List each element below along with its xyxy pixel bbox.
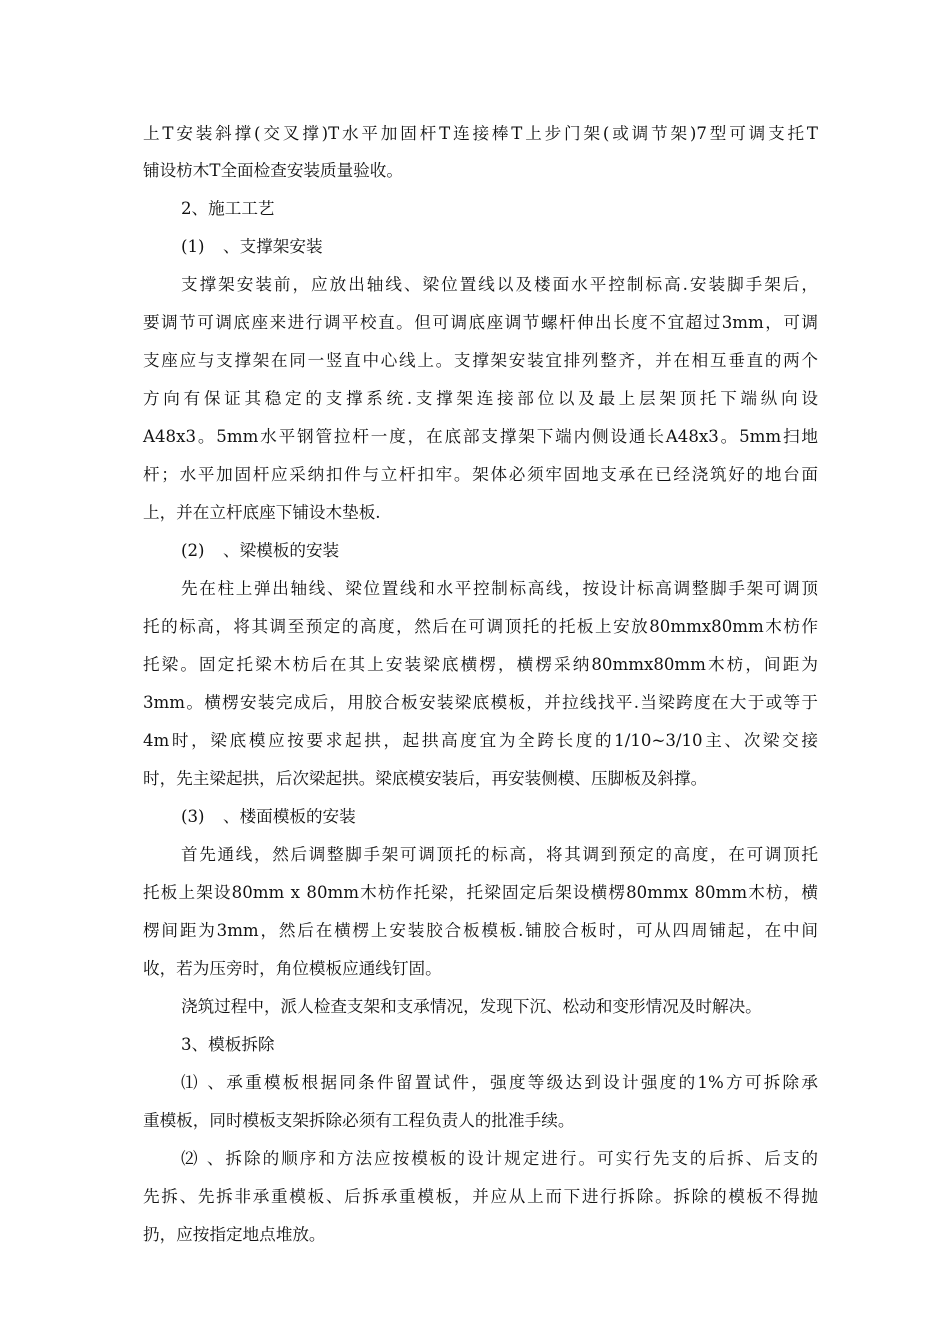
subsection-title: 、楼面模板的安装: [223, 807, 356, 826]
text-line: 铺设枋木T全面检查安装质量验收。: [143, 161, 403, 180]
text-line: A48x3。5mm水平钢管拉杆一度，在底部支撑架下端内侧设通长A48x3。5mm扫地: [143, 427, 818, 446]
text-line: 3mm。横楞安装完成后，用胶合板安装梁底模板，并拉线找平.当梁跨度在大于或等于: [143, 693, 818, 712]
text-line: 支座应与支撑架在同一竖直中心线上。支撑架安装宜排列整齐，并在相互垂直的两个: [143, 351, 818, 370]
subsection-heading: [181, 807, 356, 827]
text-line: 先在柱上弹出轴线、梁位置线和水平控制标高线，按设计标高调整脚手架可调顶: [181, 579, 818, 598]
text-line: 要调节可调底座来进行调平校直。但可调底座调节螺杆伸出长度不宜超过3mm，可调: [143, 313, 818, 332]
text-line: 首先通线，然后调整脚手架可调顶托的标高，将其调到预定的高度，在可调顶托: [181, 845, 818, 864]
text-line: ⑵ 、拆除的顺序和方法应按模板的设计规定进行。可实行先支的后拆、后支的: [181, 1149, 818, 1168]
subsection-number: (3): [181, 807, 205, 826]
text-line: 托的标高，将其调至预定的高度，然后在可调顶托的托板上安放80mmx80mm木枋作: [143, 617, 818, 636]
text-line: 先拆、先拆非承重模板、后拆承重模板，并应从上而下进行拆除。拆除的模板不得抛: [143, 1187, 818, 1206]
text-line: 方向有保证其稳定的支撑系统.支撑架连接部位以及最上层架顶托下端纵向设: [143, 389, 818, 408]
text-line: 浇筑过程中，派人检查支架和支承情况，发现下沉、松动和变形情况及时解决。: [181, 997, 762, 1016]
subsection-number: (1): [181, 237, 205, 256]
text-line: 收，若为压旁时，角位模板应通线钉固。: [143, 959, 442, 978]
subsection-title: 、梁模板的安装: [223, 541, 340, 560]
text-line: 楞间距为3mm，然后在横楞上安装胶合板模板.铺胶合板时，可从四周铺起，在中间: [143, 921, 818, 940]
subsection-heading: [181, 541, 339, 561]
text-line: ⑴ 、承重模板根据同条件留置试件，强度等级达到设计强度的1%方可拆除承: [181, 1073, 818, 1092]
text-line: 托板上架设80mm x 80mm木枋作托梁，托梁固定后架设横楞80mmx 80mm木枋，横: [143, 883, 818, 902]
text-line: 扔，应按指定地点堆放。: [143, 1225, 326, 1244]
text-line: 上，并在立杆底座下铺设木垫板.: [143, 503, 381, 522]
text-line: 支撑架安装前，应放出轴线、梁位置线以及楼面水平控制标高.安装脚手架后，: [181, 275, 818, 294]
subsection-title: 、支撑架安装: [223, 237, 323, 256]
subsection-number: (2): [181, 541, 205, 560]
section-heading: 2、施工工艺: [181, 199, 275, 218]
text-line: 杆；水平加固杆应采纳扣件与立杆扣牢。架体必须牢固地支承在已经浇筑好的地台面: [143, 465, 818, 484]
text-line: 托梁。固定托梁木枋后在其上安装梁底横楞，横楞采纳80mmx80mm木枋，间距为: [143, 655, 818, 674]
text-line: 时，先主梁起拱，后次梁起拱。梁底模安装后，再安装侧模、压脚板及斜撑。: [143, 769, 708, 788]
subsection-heading: [181, 237, 323, 257]
text-line: 上T安装斜撑(交叉撑)T水平加固杆T连接棒T上步门架(或调节架)7型可调支托T: [143, 124, 818, 143]
text-line: 4m时，梁底模应按要求起拱，起拱高度宜为全跨长度的1/10~3/10主、次梁交接: [143, 731, 818, 750]
section-heading: 3、模板拆除: [181, 1035, 275, 1054]
text-line: 重模板，同时模板支架拆除必须有工程负责人的批准手续。: [143, 1111, 575, 1130]
